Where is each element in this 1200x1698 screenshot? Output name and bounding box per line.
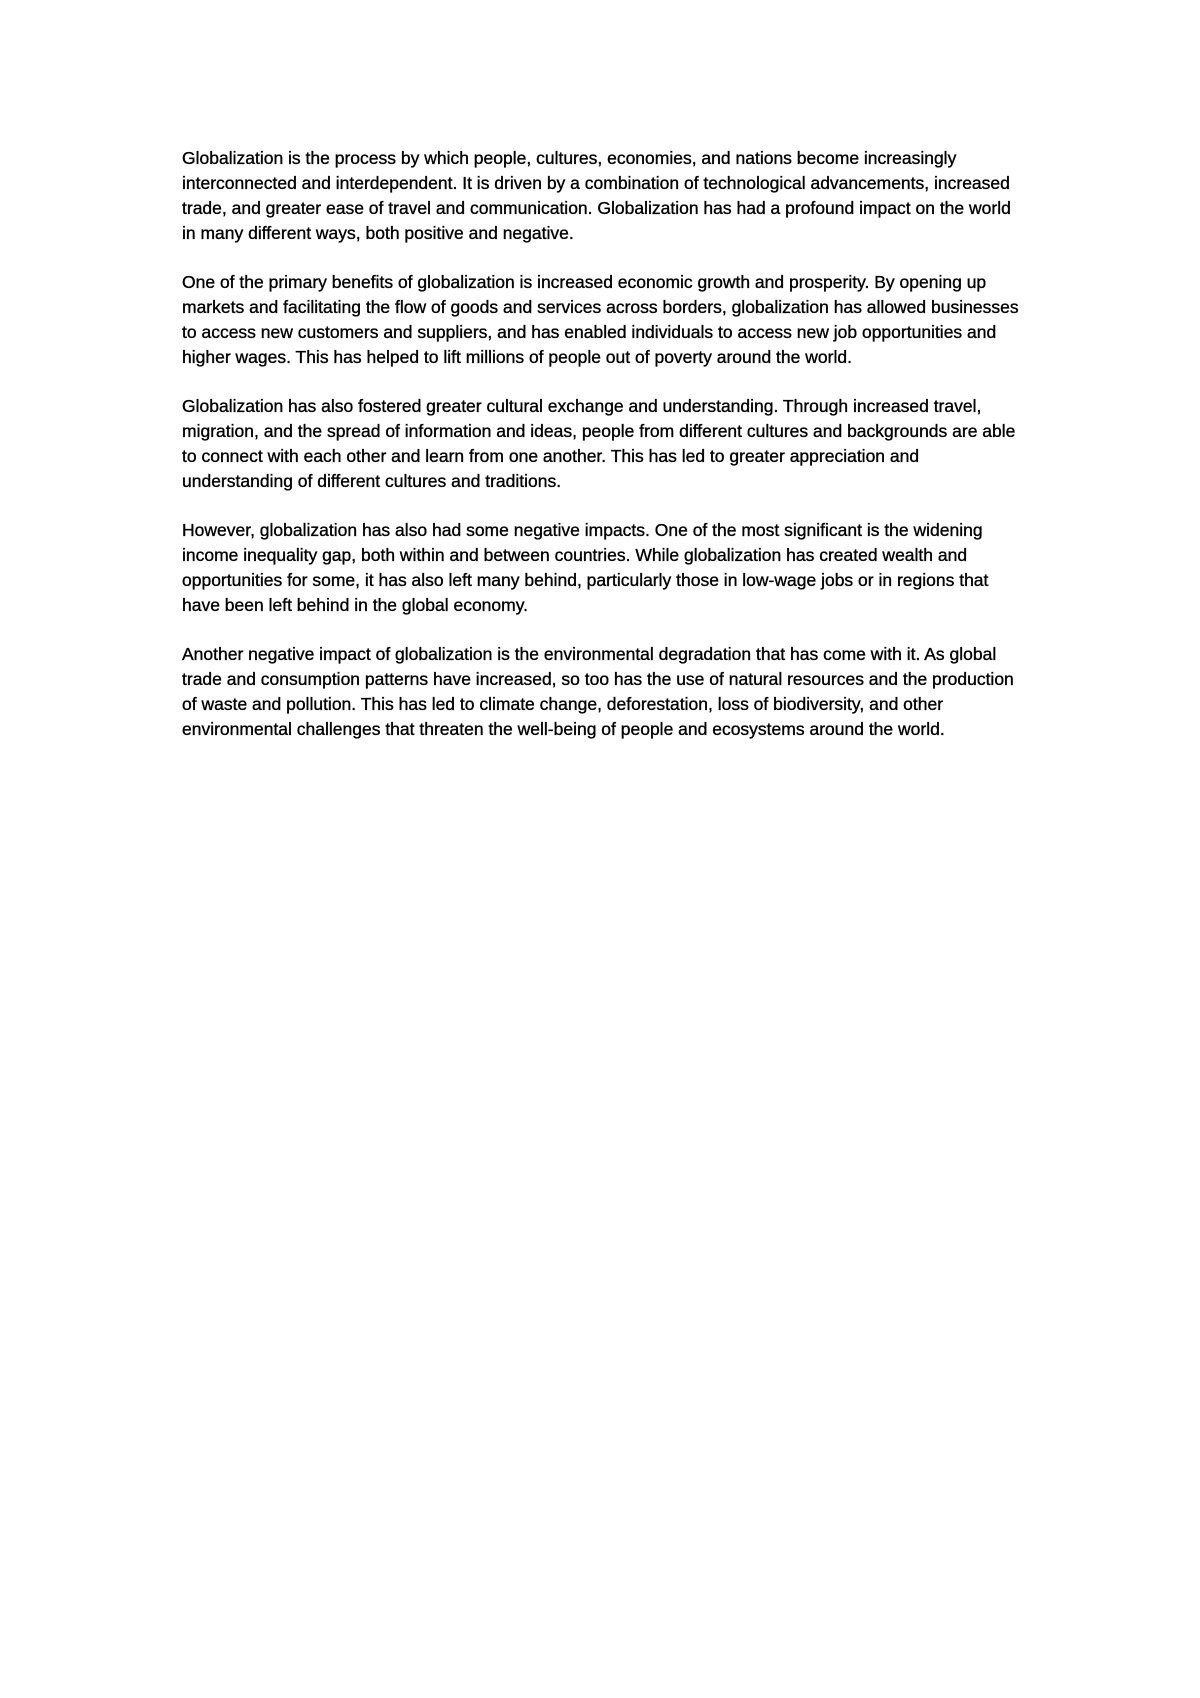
paragraph-intro: Globalization is the process by which people, cultures, economies, and nations become increasingly interconnected and interdependent. It is driven by a combination of technological advancements, increased trade, and greater ease of travel and communication. Globalization has had a profound impact on the world in many different ways, both positive and negative. [182,148,1011,243]
paragraph-negative-impacts: However, globalization has also had some negative impacts. One of the most significant is the widening income inequality gap, both within and between countries. While globalization has created wealth and opportunities for some, it has also left many behind, particularly those in low-wage jobs or in regions that have been left behind in the global economy. [182,520,989,615]
paragraph-cultural-exchange: Globalization has also fostered greater cultural exchange and understanding. Through increased travel, migration, and the spread of information and ideas, people from different cultures and backgrounds are able to connect with each other and learn from one another. This has led to greater appreciation and understanding of different cultures and traditions. [182,396,1016,491]
paragraph-benefits: One of the primary benefits of globalization is increased economic growth and prosperity. By opening up markets and facilitating the flow of goods and services across borders, globalization has allowed businesses to access new customers and suppliers, and has enabled individuals to access new job opportunities and higher wages. This has helped to lift millions of people out of poverty around the world. [182,272,1019,367]
paragraph-environment: Another negative impact of globalization is the environmental degradation that has come with it. As global trade and consumption patterns have increased, so too has the use of natural resources and the production of waste and pollution. This has led to climate change, deforestation, loss of biodiversity, and other environmental challenges that threaten the well-being of people and ecosystems around the world. [182,644,1014,739]
document-body [182,146,1027,766]
